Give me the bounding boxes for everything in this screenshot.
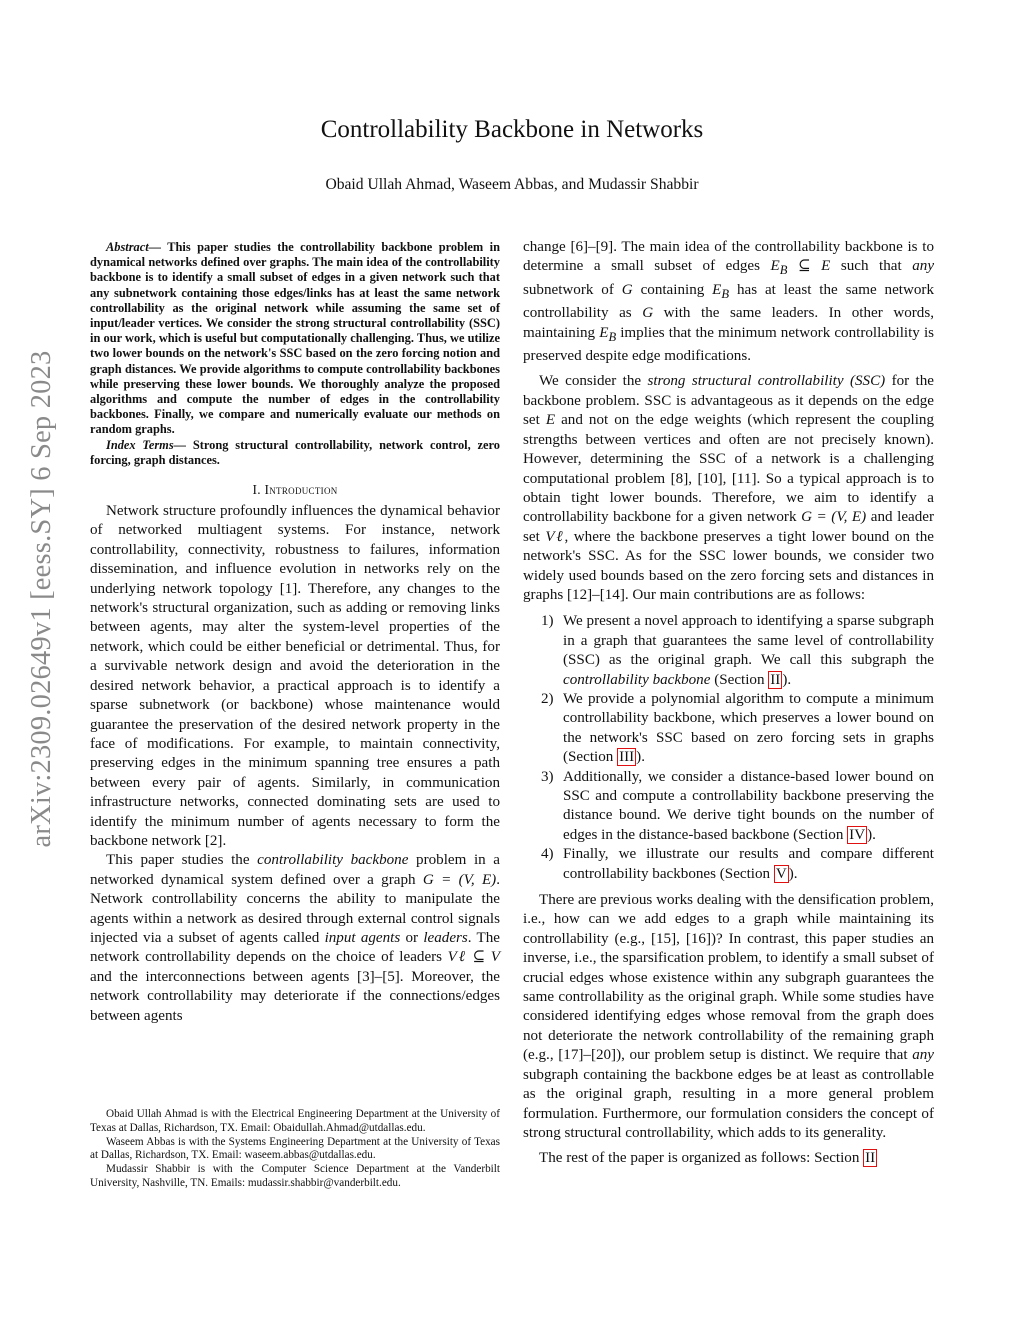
footnotes — [90, 1108, 500, 1191]
list-item: 3) Additionally, we consider a distance-based lower bound on SSC and compute a controllability backbone preserving the distance bound. We derive tight bounds on the number of edges in the distance-based backbone (Section IV ). — [541, 768, 934, 843]
right-column — [523, 238, 934, 1169]
right-paragraph-4: The rest of the paper is organized as follows: Section II — [539, 1150, 876, 1167]
abstract-label: Abstract— — [106, 240, 162, 254]
footnote-author-3: Mudassir Shabbir is with the Computer Science Department at the Vanderbilt University, Nashville, TN. Emails: mudassir.shabbir@vanderbilt.edu. — [90, 1163, 500, 1189]
paper-authors: Obaid Ullah Ahmad, Waseem Abbas, and Mudassir Shabbir — [325, 176, 699, 193]
footnote-author-1: Obaid Ullah Ahmad is with the Electrical Engineering Department at the University of Texas at Dallas, Richardson, TX. Email: Obaidullah.Ahmad@utdallas.edu. — [90, 1108, 500, 1134]
right-paragraph-1: change [6]–[9]. The main idea of the controllability backbone is to determine a small subset of edges $E_B$ ⊆ E such that any subnetwork of G containing $E_B$ has at least the same network controllability as G with the same leaders. In other words, maintaining $E_B$ implies that the minimum network controllability is preserved despite edge modifications. — [523, 239, 935, 365]
footnote-author-2: Waseem Abbas is with the Systems Engineering Department at the University of Texas at Dallas, Richardson, TX. Email: waseem.abbas@utdallas.edu. — [90, 1135, 500, 1162]
index-terms-label: Index Terms— — [106, 437, 187, 452]
abstract — [90, 240, 500, 438]
arxiv-stamp: arXiv:2309.02649v1 [eess.SY] 6 Sep 2023 — [26, 350, 57, 848]
section-heading-introduction: I. Introduction — [252, 482, 338, 498]
introduction-body — [90, 502, 500, 1026]
index-terms-text: Strong structural controllability, network control, zero forcing, graph distances. — [90, 437, 500, 467]
intro-paragraph-1: Network structure profoundly influences the dynamical behavior of networked multiagent systems. For instance, network controllability, connectivity, robustness to failures, information dissemination, and influence evolution in networks rely on the underlying network topology [1]. Therefore, any changes to the network's structural organization, such as adding or removing links between agents, may alter the system-level properties of the network, which could be either beneficial or detrimental. Thus, for a survivable network design and avoid the deterioration in the desired network behavior, a practical approach is to identify a sparse subnetwork (or backbone) whose maintenance would guarantee the preservation of the desired network property in the face of modifications. For example, to maintain connectivity, preserving edges in the minimum spanning tree ensures a path between every pair of agents. Similarly, in communication infrastructure networks, connected dominating sets are used to identify the minimum number of agents necessary to form the backbone network [2]. — [90, 503, 500, 849]
paper-title: Controllability Backbone in Networks — [320, 116, 704, 143]
intro-paragraph-2: This paper studies the controllability backbone problem in a networked dynamical system defined over a graph G = (V, E). Network controllability concerns the ability to manipulate the agents within a network as desired through external control signals injected via a subset of agents called input agents or leaders. The network controllability depends on the choice of leaders Vℓ ⊆ V and the interconnections between agents [3]–[5]. Moreover, the network controllability may deteriorate if the connections/edges between agents — [90, 852, 500, 1024]
index-terms — [90, 438, 500, 468]
list-item: 4) Finally, we illustrate our results and compare different controllability backbones (Section V ). — [541, 846, 934, 882]
list-item: 2) We provide a polynomial algorithm to compute a minimum controllability backbone, which preserves a lower bound on the network's SSC based on zero forcing sets in graphs (Section III ). — [541, 690, 934, 766]
left-column — [90, 240, 500, 1026]
section-ref-link[interactable]: IV — [849, 826, 866, 843]
abstract-text: This paper studies the controllability backbone problem in dynamical networks defined over graphs. The main idea of the controllability backbone is to identify a small subset of edges in a given network such that any subnetwork containing those edges/links has at least the same network controllability as the original network while assuming the same set of input/leader vertices. We consider the strong structural controllability (SSC) in our work, which is useful but computationally challenging. Thus, we utilize two lower bounds on the network's SSC based on the zero forcing notion and graph distances. We provide algorithms to compute controllability backbones while preserving these lower bounds. We thoroughly analyze the proposed algorithms and compute the number of edges in the controllability backbones. Finally, we compare and numerically evaluate our methods on random graphs. — [90, 240, 500, 437]
list-item: 1) We present a novel approach to identifying a sparse subgraph in a graph that guarantees the same level of controllability (SSC) as the original graph. We call this subgraph the controllability backbone (Section II ). — [541, 613, 934, 688]
section-ref-link[interactable]: V — [775, 865, 787, 882]
section-ref-link[interactable]: II — [770, 671, 781, 688]
right-paragraph-3: There are previous works dealing with the densification problem, i.e., how can we add edges to a graph while maintaining its controllability (e.g., [15], [16])? In contrast, this paper studies an inverse, i.e., the sparsification problem, to identify a small subset of crucial edges whose existence within any subgraph guarantees the same controllability as the original graph. While some studies have considered identifying edges whose removal from the graph does not deteriorate the network controllability of the remaining graph (e.g., [17]–[20]), our problem setup is distinct. We require that any subgraph containing the backbone edges be at least as controllable as the original graph, resulting in a more general problem formulation. Furthermore, our formulation considers the concept of strong structural controllability, which adds to its generality. — [523, 892, 934, 1141]
section-ref-link[interactable]: II — [865, 1150, 876, 1167]
section-ref-link[interactable]: III — [619, 749, 635, 766]
right-paragraph-2: We consider the strong structural controllability (SSC) for the backbone problem. SSC is advantageous as it depends on the edge set E and not on the edge weights (which represent the coupling strengths between vertices and often are not precisely known). However, determining the SSC of a network is a challenging computational problem [8], [10], [11]. So a typical approach is to obtain tight lower bounds. Therefore, we aim to identify a controllability backbone for a given network G = (V, E) and leader set Vℓ, where the backbone preserves a tight lower bound on the network's SSC. As for the SSC lower bounds, we consider two widely used bounds based on the zero forcing sets and distances in graphs [12]–[14]. Our main contributions are as follows: — [523, 373, 934, 603]
contributions-list — [523, 612, 934, 884]
